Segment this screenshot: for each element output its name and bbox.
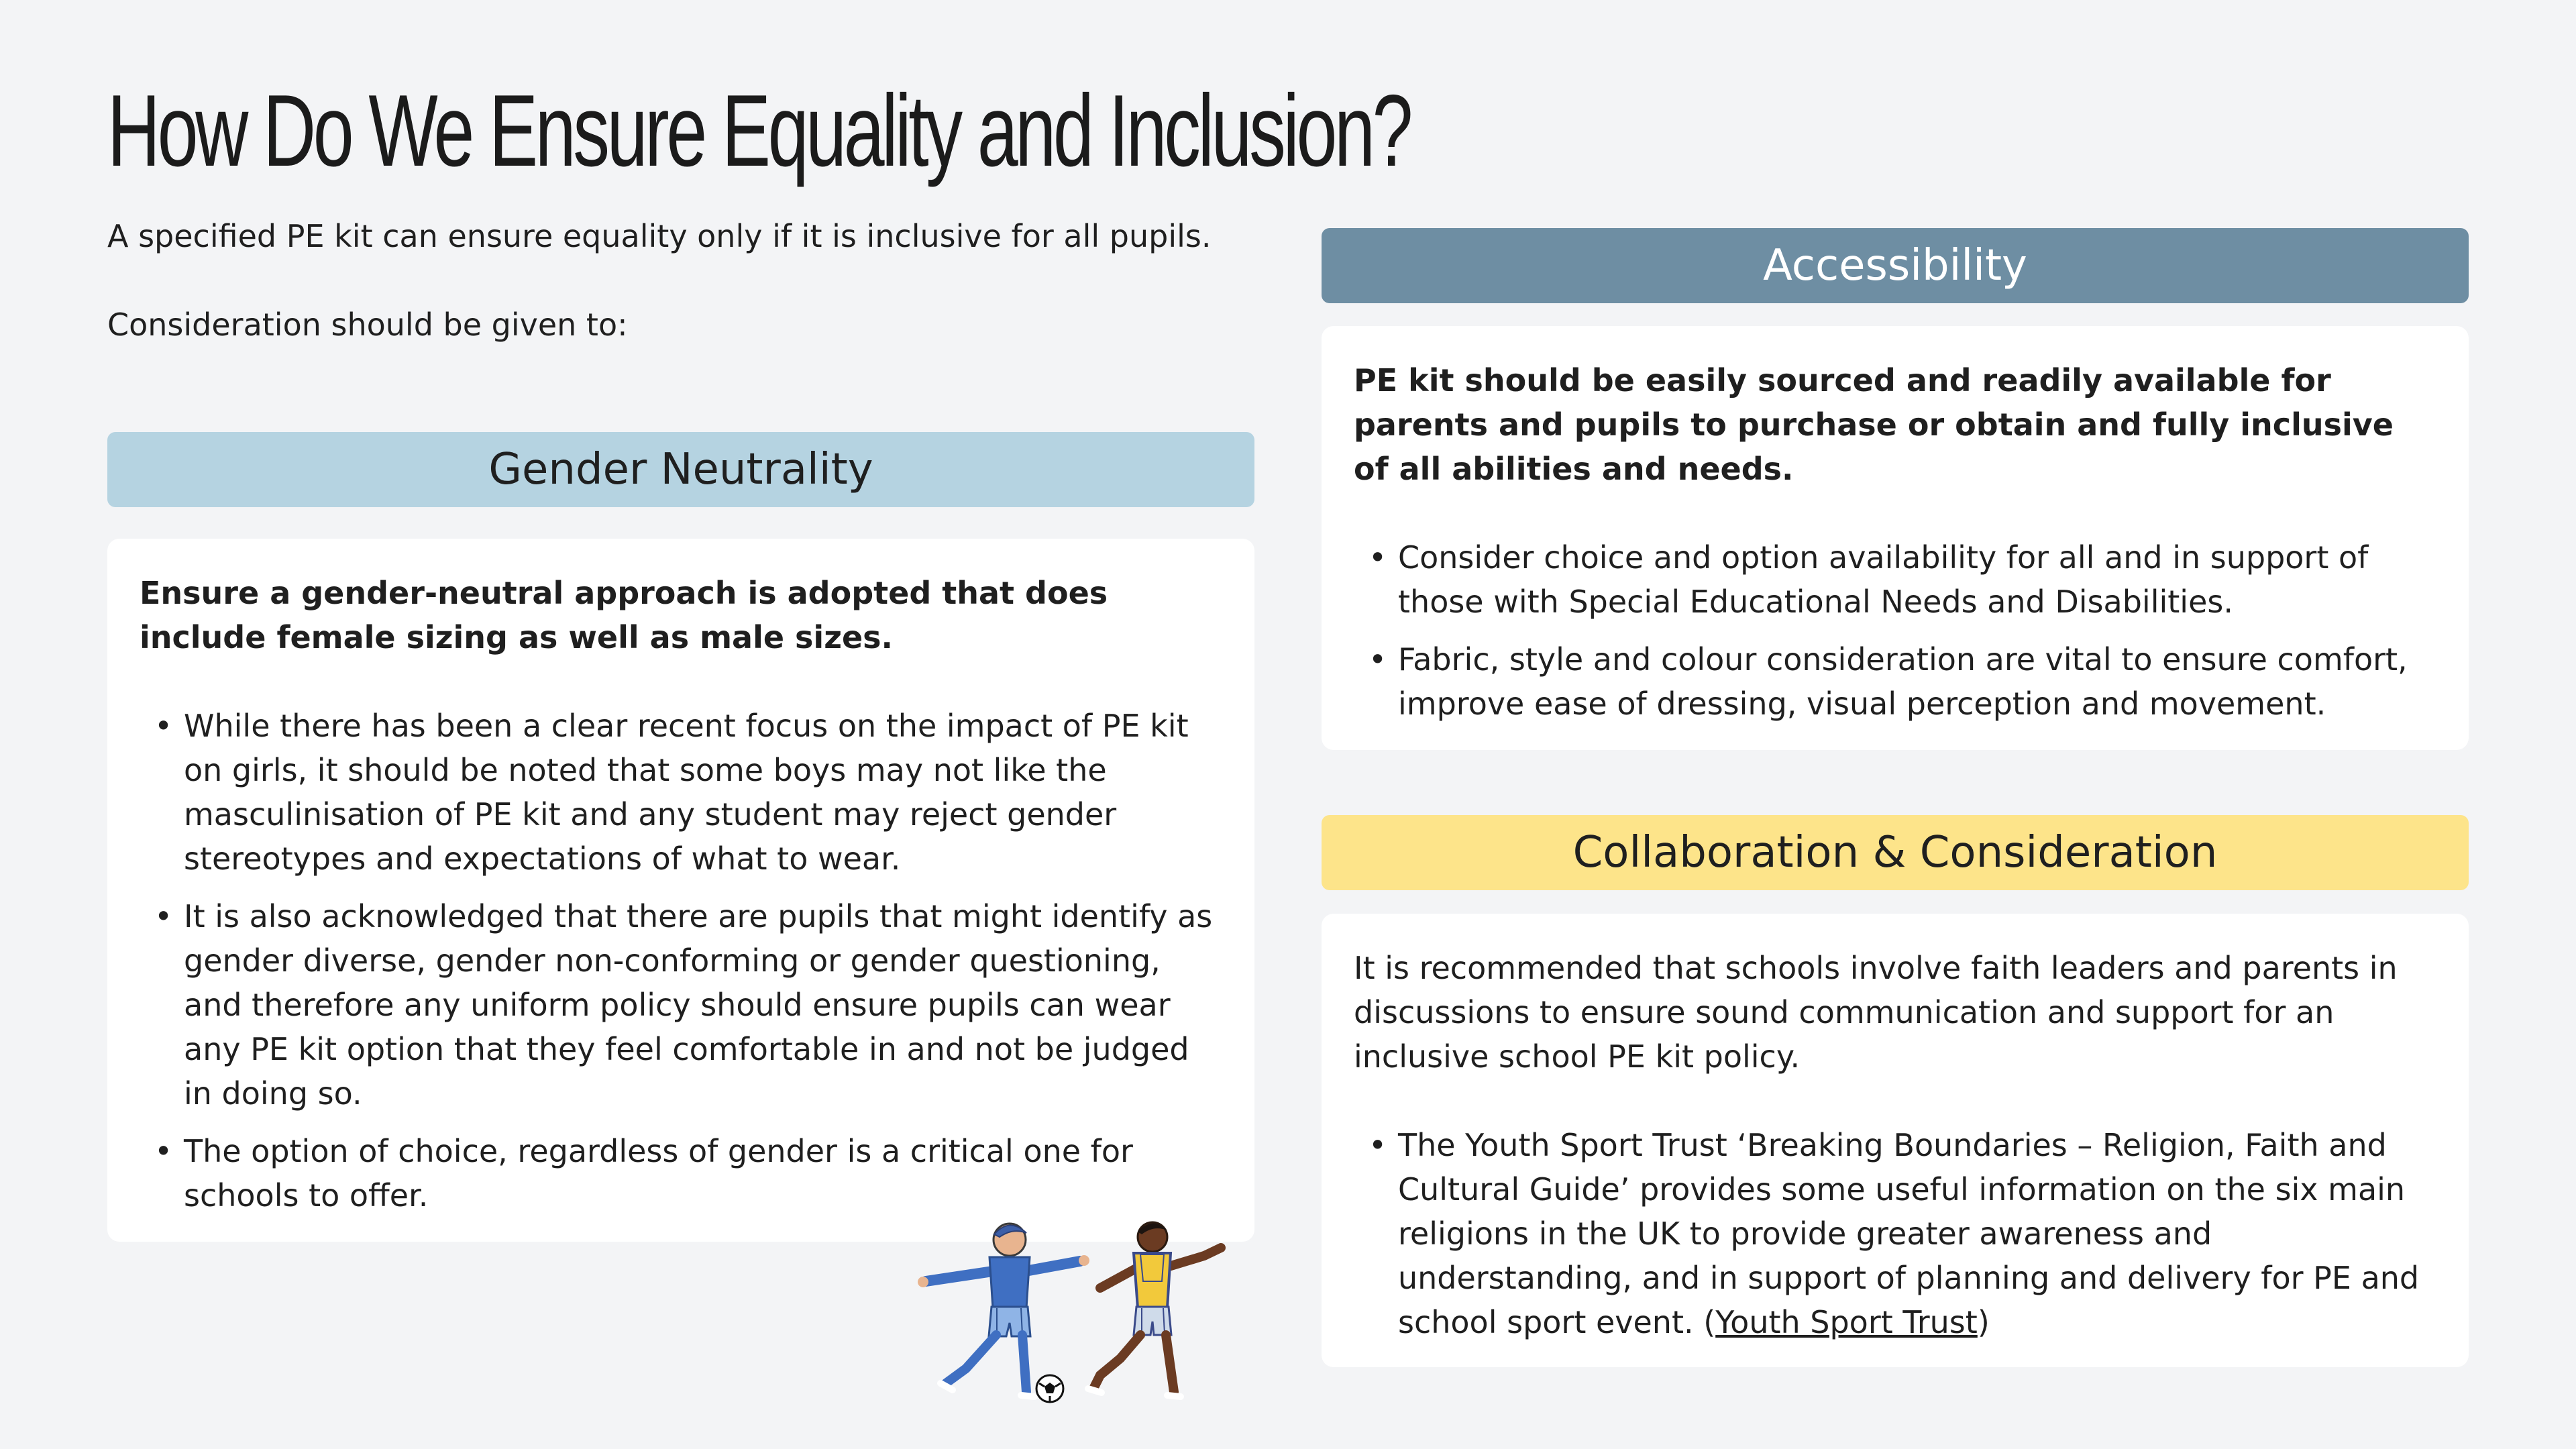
player-yellow-icon xyxy=(1088,1222,1221,1397)
intro-text: A specified PE kit can ensure equality only if it is inclusive for all pupils. xyxy=(107,218,1212,254)
consideration-text: Consideration should be given to: xyxy=(107,307,628,343)
youth-sport-trust-text: The Youth Sport Trust ‘Breaking Boundaries – Religion, Faith and Cultural Guide’ provides some useful information on the six main religions in the UK to provide greater awareness and understanding, and in support of planning and delivery for PE and school sport event. ( xyxy=(1398,1127,2420,1340)
accessibility-list xyxy=(1354,535,2436,726)
player-blue-icon xyxy=(918,1224,1089,1397)
list-item: • Fabric, style and colour consideration are vital to ensure comfort, improve ease of dressing, visual perception and movement. xyxy=(1398,637,2436,726)
accessibility-header xyxy=(1322,228,2469,303)
collaboration-header xyxy=(1322,815,2469,890)
collaboration-list xyxy=(1354,1123,2436,1344)
gender-neutrality-list xyxy=(140,704,1222,1218)
accessibility-header-label: Accessibility xyxy=(1763,241,2027,290)
list-item: • Consider choice and option availability for all and in support of those with Special Educational Needs and Disabilities. xyxy=(1398,535,2436,624)
collaboration-header-label: Collaboration & Consideration xyxy=(1572,828,2218,877)
list-item xyxy=(1398,1123,2436,1344)
list-item: • The option of choice, regardless of gender is a critical one for schools to offer. xyxy=(184,1129,1222,1218)
page-title: How Do We Ensure Equality and Inclusion? xyxy=(107,74,1411,188)
collaboration-lead: It is recommended that schools involve faith leaders and parents in discussions to ensure sound communication and support for an inclusive school PE kit policy. xyxy=(1354,950,2398,1075)
gender-neutrality-lead: Ensure a gender-neutral approach is adopted that does include female sizing as well as male sizes. xyxy=(140,575,1108,655)
football-icon xyxy=(1036,1375,1063,1402)
gender-neutrality-header xyxy=(107,432,1254,507)
collaboration-card xyxy=(1322,914,2469,1367)
football-players-illustration xyxy=(899,1208,1248,1409)
gender-neutrality-header-label: Gender Neutrality xyxy=(488,445,873,494)
accessibility-lead: PE kit should be easily sourced and readily available for parents and pupils to purchase or obtain and fully inclusive of all abilities and needs. xyxy=(1354,362,2394,487)
list-item: • It is also acknowledged that there are pupils that might identify as gender diverse, gender non-conforming or gender questioning, and therefore any uniform policy should ensure pupils can wear any PE kit option that they feel comfortable in and not be judged in doing so. xyxy=(184,894,1222,1116)
closing-paren: ) xyxy=(1977,1304,1990,1340)
accessibility-card xyxy=(1322,326,2469,750)
youth-sport-trust-link[interactable]: Youth Sport Trust xyxy=(1715,1304,1978,1340)
list-item: • While there has been a clear recent focus on the impact of PE kit on girls, it should be noted that some boys may not like the masculinisation of PE kit and any student may reject gender stereotypes and expectations of what to wear. xyxy=(184,704,1222,881)
gender-neutrality-card xyxy=(107,539,1254,1242)
